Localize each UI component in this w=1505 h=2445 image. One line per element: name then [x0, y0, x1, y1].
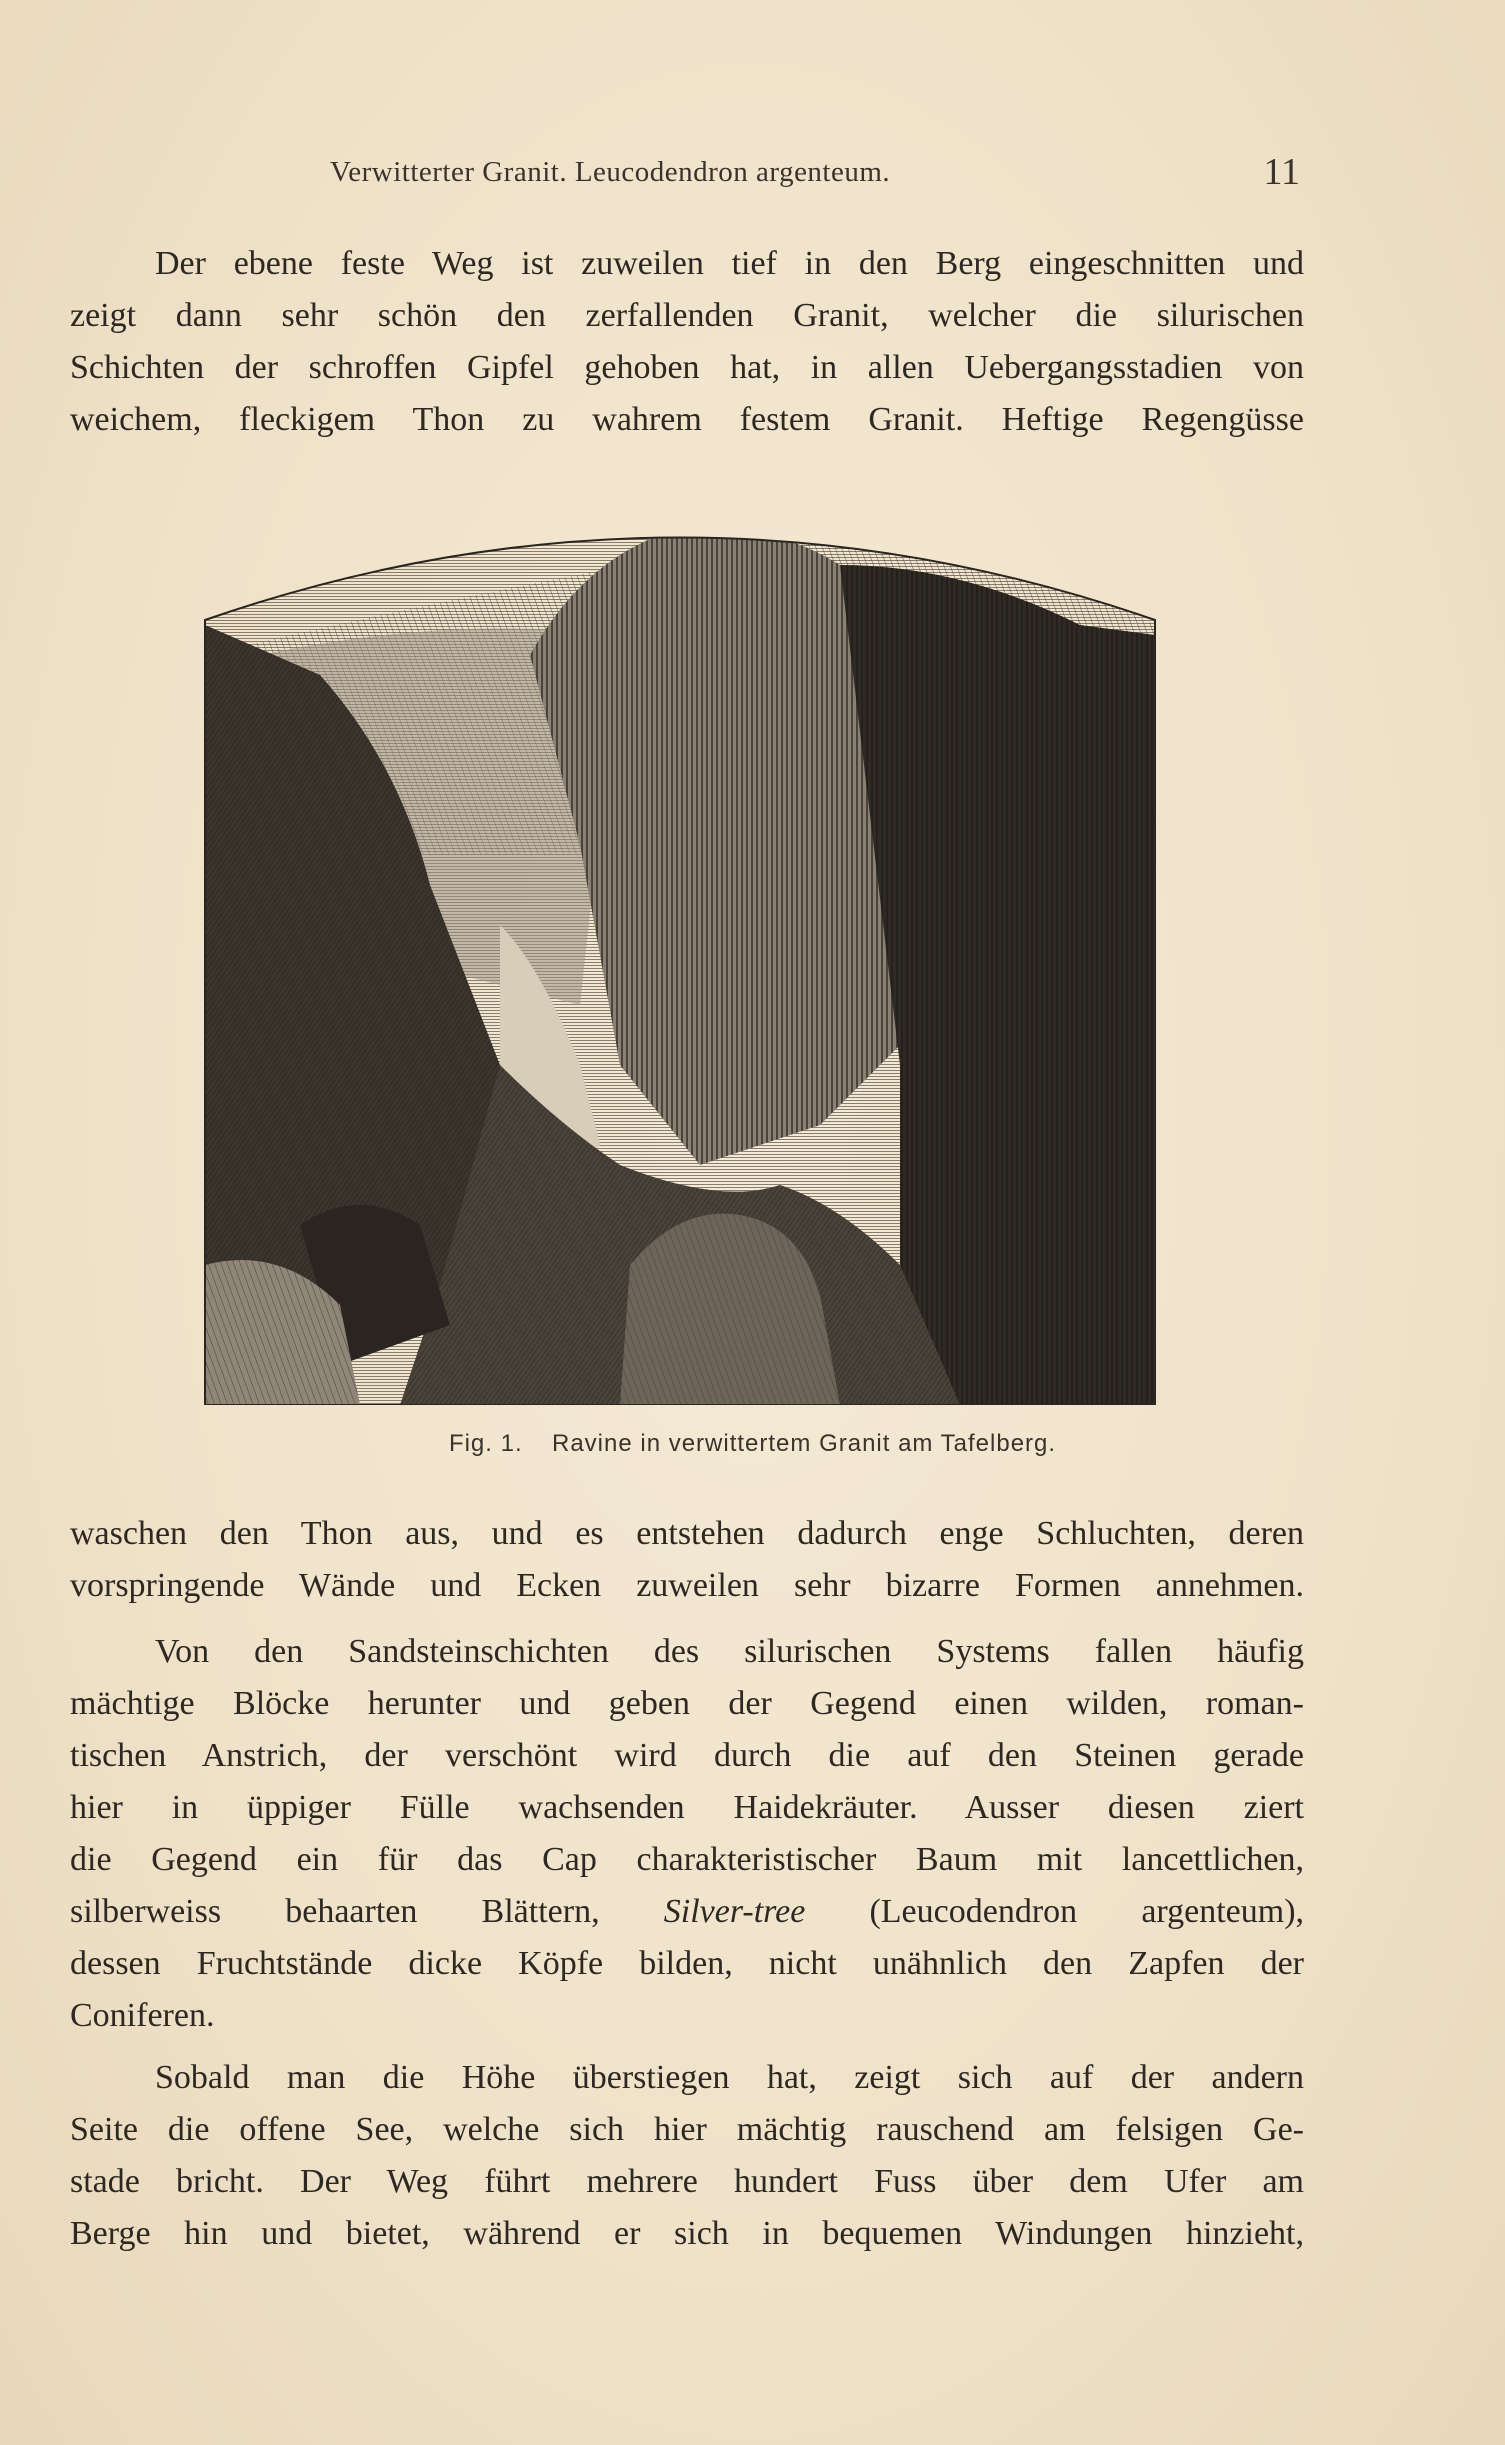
- ravine-engraving-illustration: [200, 505, 1160, 1405]
- text-line: zeigt dann sehr schön den zerfallenden Granit, welcher die silurischen: [70, 297, 1304, 334]
- italic-term: Silver-tree: [663, 1893, 806, 1930]
- text-line: dessen Fruchtstände dicke Köpfe bilden, nicht unähnlich den Zapfen der: [70, 1945, 1304, 1982]
- text-line: die Gegend ein für das Cap charakteristischer Baum mit lancettlichen,: [70, 1841, 1304, 1878]
- text-line: vorspringende Wände und Ecken zuweilen sehr bizarre Formen annehmen.: [70, 1567, 1304, 1604]
- text-line: stade bricht. Der Weg führt mehrere hundert Fuss über dem Ufer am: [70, 2163, 1304, 2200]
- body-text-lower: [70, 1508, 1304, 2260]
- text-line: tischen Anstrich, der verschönt wird durch die auf den Steinen gerade: [70, 1737, 1304, 1774]
- text-fragment: (Leucodendron argenteum),: [869, 1893, 1305, 1930]
- text-line: weichem, fleckigem Thon zu wahrem festem Granit. Heftige Regengüsse: [70, 401, 1304, 438]
- text-line: mächtige Blöcke herunter und geben der Gegend einen wilden, roman-: [70, 1685, 1304, 1722]
- paragraph-weg: [70, 238, 1304, 446]
- text-line: Seite die offene See, welche sich hier mächtig rauschend am felsigen Ge-: [70, 2111, 1304, 2148]
- text-line-silver-tree: [70, 1886, 1304, 1938]
- engraving-figure: [200, 505, 1160, 1405]
- text-line: hier in üppiger Fülle wachsenden Haidekräuter. Ausser diesen ziert: [70, 1789, 1304, 1826]
- figure-caption: [0, 1430, 1505, 1458]
- text-line: waschen den Thon aus, und es entstehen dadurch enge Schluchten, deren: [70, 1515, 1304, 1552]
- text-line: Berge hin und bietet, während er sich in bequemen Windungen hinzieht,: [70, 2215, 1304, 2252]
- page-number: 11: [1263, 151, 1300, 193]
- text-fragment: silberweiss behaarten Blättern,: [70, 1893, 600, 1930]
- text-line: Schichten der schroffen Gipfel gehoben hat, in allen Uebergangsstadien von: [70, 349, 1304, 386]
- text-line: Coniferen.: [70, 1997, 215, 2034]
- figure-caption-text: Ravine in verwittertem Granit am Tafelberg.: [551, 1430, 1057, 1457]
- text-line: Von den Sandsteinschichten des silurischen Systems fallen häufig: [155, 1633, 1304, 1670]
- running-title: Verwitterter Granit. Leucodendron argenteum.: [330, 156, 891, 188]
- text-line: Der ebene feste Weg ist zuweilen tief in den Berg eingeschnitten und: [155, 245, 1304, 282]
- text-line: Sobald man die Höhe überstiegen hat, zeigt sich auf der andern: [155, 2059, 1304, 2096]
- figure-caption-label: Fig. 1.: [448, 1430, 523, 1457]
- page-header: [330, 150, 1300, 200]
